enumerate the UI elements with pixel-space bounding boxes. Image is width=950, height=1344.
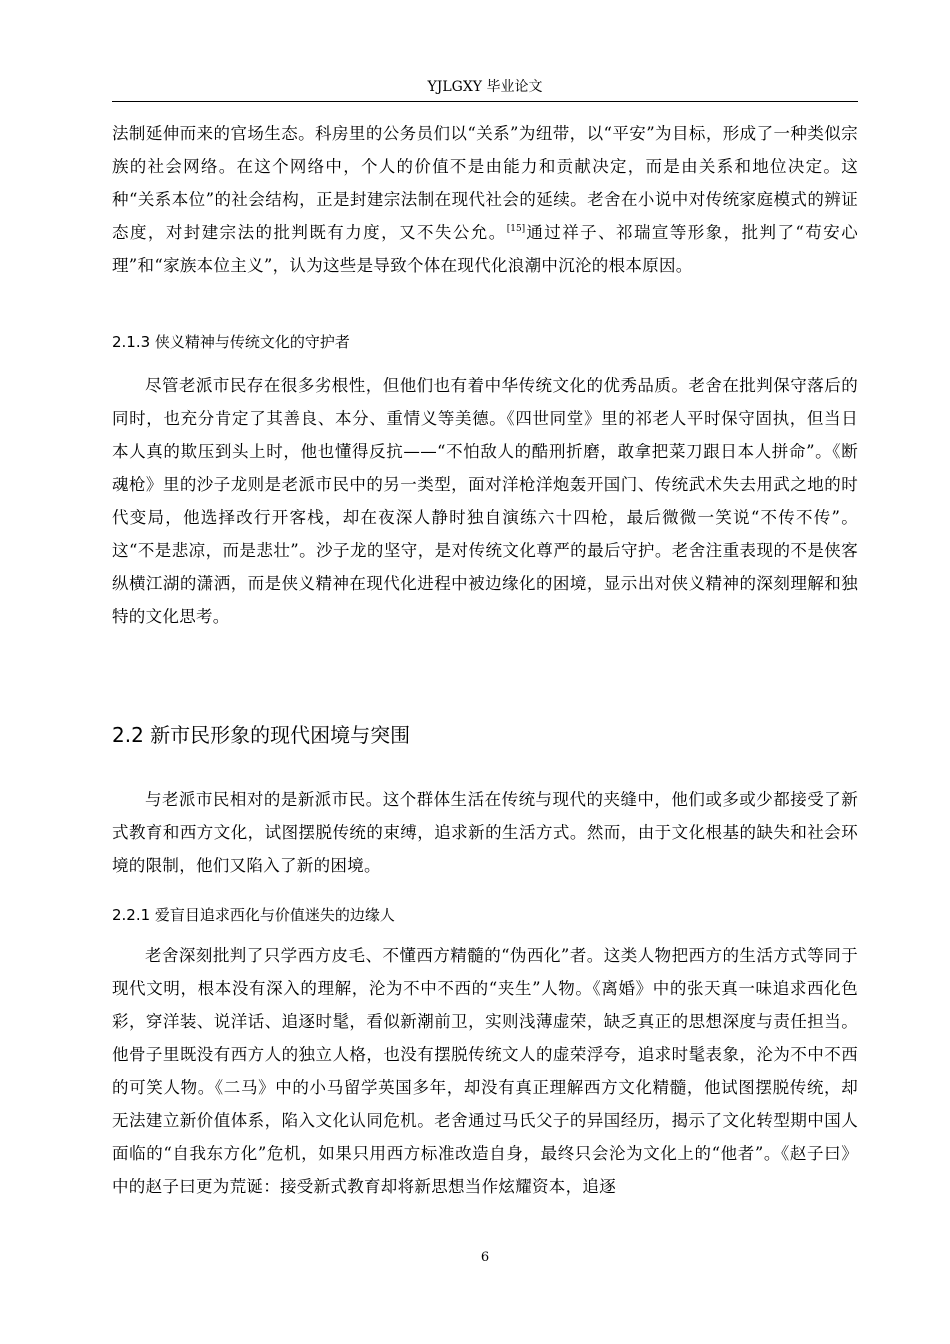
section-heading-2-2: 2.2 新市民形象的现代困境与突围 — [112, 723, 411, 747]
paragraph-pseudo-westernization: 老舍深刻批判了只学西方皮毛、不懂西方精髓的“伪西化”者。这类人物把西方的生活方式等同于现代文明，根本没有深入的理解，沦为不中不西的“夹生”人物。《离婚》中的张天真一味追求西化色彩，穿洋装、说洋话、追逐时髦，看似新潮前卫，实则浅薄虚荣，缺乏真正的思想深度与责任担当。他骨子里既没有西方人的独立人格，也没有摆脱传统文人的虚荣浮夸，追求时髦表象，沦为不中不西的可笑人物。《二马》中的小马留学英国多年，却没有真正理解西方文化精髓，他试图摆脱传统，却无法建立新价值体系，陷入文化认同危机。老舍通过马氏父子的异国经历，揭示了文化转型期中国人面临的“自我东方化”危机，如果只用西方标准改造自身，最终只会沦为文化上的“他者”。《赵子曰》中的赵子曰更为荒诞：接受新式教育却将新思想当作炫耀资本，追逐 — [112, 946, 858, 1196]
page-number: 6 — [480, 1250, 490, 1265]
paragraph-text: 法制延伸而来的官场生态。科房里的公务员们以“关系”为纽带，以“平安”为目标，形成了一种类似宗族的社会网络。在这个网络中，个人的价值不是由能力和贡献决定，而是由关系和地位决定。这种“关系本位”的社会结构，正是封建宗法制在现代社会的延续。老舍在小说中对传统家庭模式的辨证态度，对封建宗法的批判既有力度，又不失公允。 — [112, 124, 858, 242]
section-heading-2-2-1: 2.2.1 爱盲目追求西化与价值迷失的边缘人 — [112, 906, 395, 924]
citation-marker: [15] — [506, 224, 526, 234]
running-header: YJLGXY 毕业论文 — [427, 79, 543, 95]
paragraph-text: 通过祥子、祁瑞宣等形象，批判了“苟安心理”和“家族本位主义”，认为这些是导致个体在现代化浪潮中沉沦的根本原因。 — [112, 223, 858, 275]
paragraph-traditional-virtues: 尽管老派市民存在很多劣根性，但他们也有着中华传统文化的优秀品质。老舍在批判保守落后的同时，也充分肯定了其善良、本分、重情义等美德。《四世同堂》里的祁老人平时保守固执，但当日本人真的欺压到头上时，他也懂得反抗——“不怕敌人的酷刑折磨，敢拿把菜刀跟日本人拼命”。《断魂枪》里的沙子龙则是老派市民中的另一类型，面对洋枪洋炮轰开国门、传统武术失去用武之地的时代变局，他选择改行开客栈，却在夜深人静时独自演练六十四枪，最后微微一笑说“不传不传”。这“不是悲凉，而是悲壮”。沙子龙的坚守，是对传统文化尊严的最后守护。老舍注重表现的不是侠客纵横江湖的潇洒，而是侠义精神在现代化进程中被边缘化的困境，显示出对侠义精神的深刻理解和独特的文化思考。 — [112, 376, 858, 626]
section-heading-2-1-3: 2.1.3 侠义精神与传统文化的守护者 — [112, 333, 350, 351]
header-rule — [112, 101, 858, 102]
paragraph-continued — [112, 117, 858, 282]
paragraph-new-citizens: 与老派市民相对的是新派市民。这个群体生活在传统与现代的夹缝中，他们或多或少都接受了新式教育和西方文化，试图摆脱传统的束缚，追求新的生活方式。然而，由于文化根基的缺失和社会环境的限制，他们又陷入了新的困境。 — [112, 790, 858, 875]
